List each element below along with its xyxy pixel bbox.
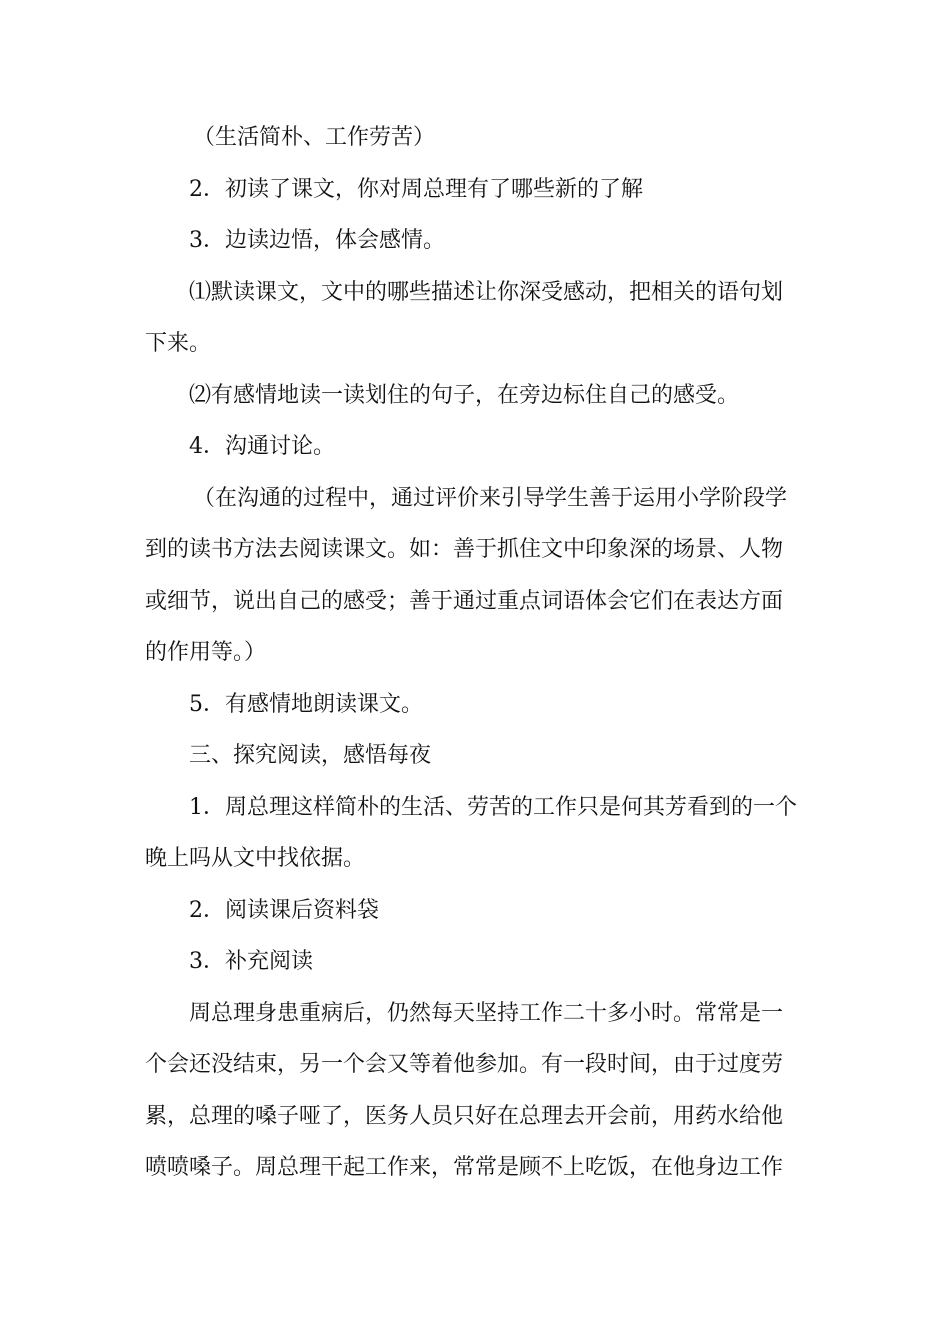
- paragraph-line: ⑴默读课文，文中的哪些描述让你深受感动，把相关的语句划: [189, 279, 784, 305]
- paragraph-line: ⑵有感情地读一读划住的句子，在旁边标住自己的感受。: [189, 382, 740, 408]
- paragraph-line: 个会还没结束，另一个会又等着他参加。有一段时间，由于过度劳: [145, 1052, 784, 1077]
- paragraph-line: 1．周总理这样简朴的生活、劳苦的工作只是何其芳看到的一个: [189, 794, 797, 820]
- paragraph-line: 2．阅读课后资料袋: [189, 897, 379, 923]
- paragraph-line: 晚上吗从文中找依据。: [145, 846, 366, 871]
- paragraph-line: 4．沟通讨论。: [189, 434, 335, 459]
- paragraph-line: （生活简朴、工作劳苦）: [193, 125, 436, 150]
- paragraph-line: （在沟通的过程中，通过评价来引导学生善于运用小学阶段学: [193, 485, 788, 511]
- paragraph-line: 周总理身患重病后，仍然每天坚持工作二十多小时。常常是一: [189, 1000, 784, 1026]
- paragraph-line: 3．边读边悟，体会感情。: [189, 228, 445, 253]
- paragraph-line: 3．补充阅读: [189, 949, 313, 974]
- document-body: [145, 112, 810, 1194]
- paragraph-line: 2．初读了课文，你对周总理有了哪些新的了解: [189, 176, 643, 202]
- paragraph-line: 累，总理的嗓子哑了，医务人员只好在总理去开会前，用药水给他: [145, 1103, 784, 1129]
- paragraph-line: 三、探究阅读，感悟每夜: [189, 743, 432, 768]
- paragraph-line: 的作用等。）: [145, 640, 267, 665]
- paragraph-line: 5．有感情地朗读课文。: [189, 691, 423, 717]
- paragraph-line: 下来。: [145, 331, 212, 356]
- paragraph-line: 到的读书方法去阅读课文。如：善于抓住文中印象深的场景、人物: [145, 537, 784, 562]
- paragraph-line: 喷喷嗓子。周总理干起工作来，常常是顾不上吃饭，在他身边工作: [145, 1155, 784, 1180]
- paragraph-line: 或细节，说出自己的感受；善于通过重点词语体会它们在表达方面: [145, 588, 784, 614]
